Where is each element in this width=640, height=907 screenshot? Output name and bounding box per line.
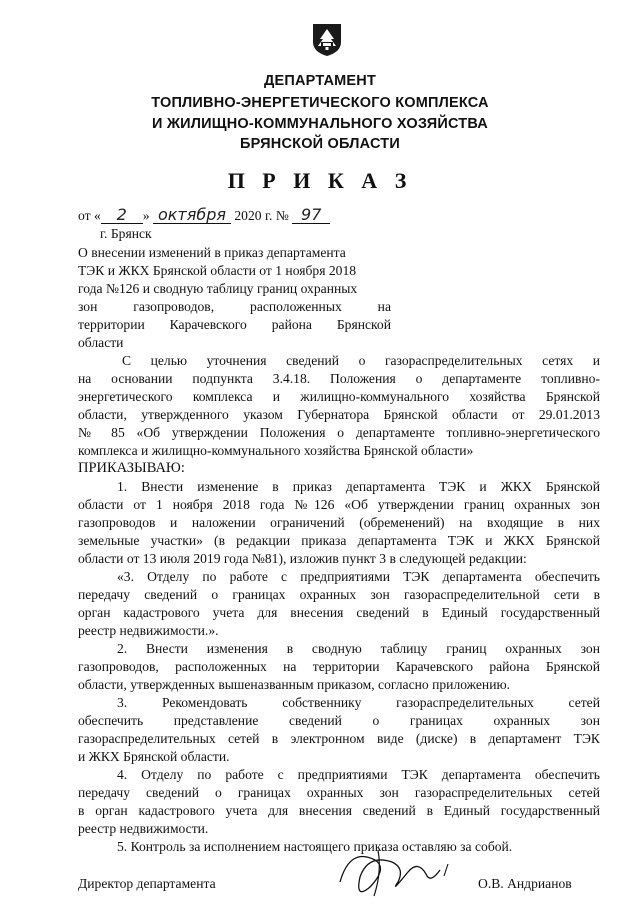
preamble-line: энергетического комплекса и жилищно-коммунального хозяйства Брянской: [78, 389, 600, 404]
item-line: газораспределительных сетей в электронном виде (диске) в департамент ТЭК: [78, 731, 600, 746]
department-name-line-2: ТОПЛИВНО-ЭНЕРГЕТИЧЕСКОГО КОМПЛЕКСА: [151, 95, 489, 111]
item-line: области, утвержденных вышеназванным приказом, согласно приложению.: [78, 677, 511, 692]
date-day: 2: [101, 206, 143, 224]
order-word: ПРИКАЗЫВАЮ:: [78, 460, 185, 476]
date-mid: »: [142, 208, 150, 223]
preamble-line: на основании подпункта 3.4.18. Положения о департаменте топливно-: [78, 371, 600, 386]
city: г. Брянск: [100, 226, 152, 241]
coat-of-arms-emblem: [309, 22, 345, 58]
item-line: реестр недвижимости.: [78, 821, 209, 836]
subject-line: года №126 и сводную таблицу границ охранных: [78, 281, 358, 296]
item-line: обеспечить представление сведений о границах охранных зон: [78, 713, 600, 728]
item-line: 3. Рекомендовать собственнику газораспределительных сетей: [117, 695, 600, 710]
subject-line: области: [78, 335, 124, 350]
item-line: земельные участки» (в редакции приказа департамента ТЭК и ЖКХ Брянской: [78, 533, 600, 548]
signatory-name: О.В. Андрианов: [478, 876, 572, 891]
item-line: 4. Отделу по работе с предприятиями ТЭК департамента обеспечить: [117, 767, 600, 782]
document-title: П Р И К А З: [227, 168, 413, 193]
item-line: 1. Внести изменение в приказ департамента ТЭК и ЖКХ Брянской: [117, 479, 600, 494]
subject-line: зон газопроводов, расположенных на: [78, 299, 391, 314]
item-line: 2. Внести изменения в сводную таблицу границ охранных зон: [117, 641, 600, 656]
item-line: области от 1 ноября 2018 года №126 «Об утверждении границ охранных зон: [78, 497, 600, 512]
date-number-line: [78, 206, 330, 224]
date-month: октября: [153, 206, 231, 224]
item-line: области от 13 июля 2019 года №81), изложив пункт 3 в следующей редакции:: [78, 551, 527, 566]
item-line: орган кадастрового учета для внесения сведений в Единый государственный: [78, 605, 600, 620]
item-line: передачу сведений о границах охранных зон газораспределительной сети в: [78, 587, 600, 602]
item-line: газопроводов, расположенных на территории Карачевского района Брянской: [78, 659, 600, 674]
item-line: реестр недвижимости.».: [78, 623, 219, 638]
document-number: 97: [292, 206, 330, 224]
subject-line: ТЭК и ЖКХ Брянской области от 1 ноября 2018: [78, 263, 357, 278]
preamble-line: С целью уточнения сведений о газораспределительных сетях и: [122, 353, 600, 368]
department-name-line-3: И ЖИЛИЩНО-КОММУНАЛЬНОГО ХОЗЯЙСТВА: [152, 116, 488, 132]
preamble-line: № 85 «Об утверждении Положения о департаменте топливно-энергетического: [78, 425, 600, 440]
number-sign: №: [275, 208, 289, 223]
department-name-line-1: ДЕПАРТАМЕНТ: [263, 73, 377, 89]
department-name-line-4: БРЯНСКОЙ ОБЛАСТИ: [240, 136, 400, 152]
subject-line: О внесении изменений в приказ департамента: [78, 245, 346, 260]
item-line: газопроводов и наложении ограничений (обременений) на входящие в них: [78, 515, 600, 530]
date-prefix: от «: [78, 208, 101, 223]
preamble-line: комплекса и жилищно-коммунального хозяйства Брянской области»: [78, 443, 474, 458]
item-line: в орган кадастрового учета для внесения сведений в Единый государственный: [78, 803, 600, 818]
signatory-position: Директор департамента: [78, 876, 216, 891]
item-line: 5. Контроль за исполнением настоящего приказа оставляю за собой.: [117, 839, 513, 854]
subject-line: территории Карачевского района Брянской: [78, 317, 391, 332]
item-line: «3. Отделу по работе с предприятиями ТЭК департамента обеспечить: [117, 569, 600, 584]
item-line: передачу сведений о границах охранных зон газораспределительных сетей: [78, 785, 600, 800]
item-line: и ЖКХ Брянской области.: [78, 749, 230, 764]
date-year: 2020 г.: [234, 208, 273, 223]
preamble-line: области, утвержденного указом Губернатора Брянской области от 29.01.2013: [78, 407, 600, 422]
handwritten-signature: [330, 842, 460, 902]
